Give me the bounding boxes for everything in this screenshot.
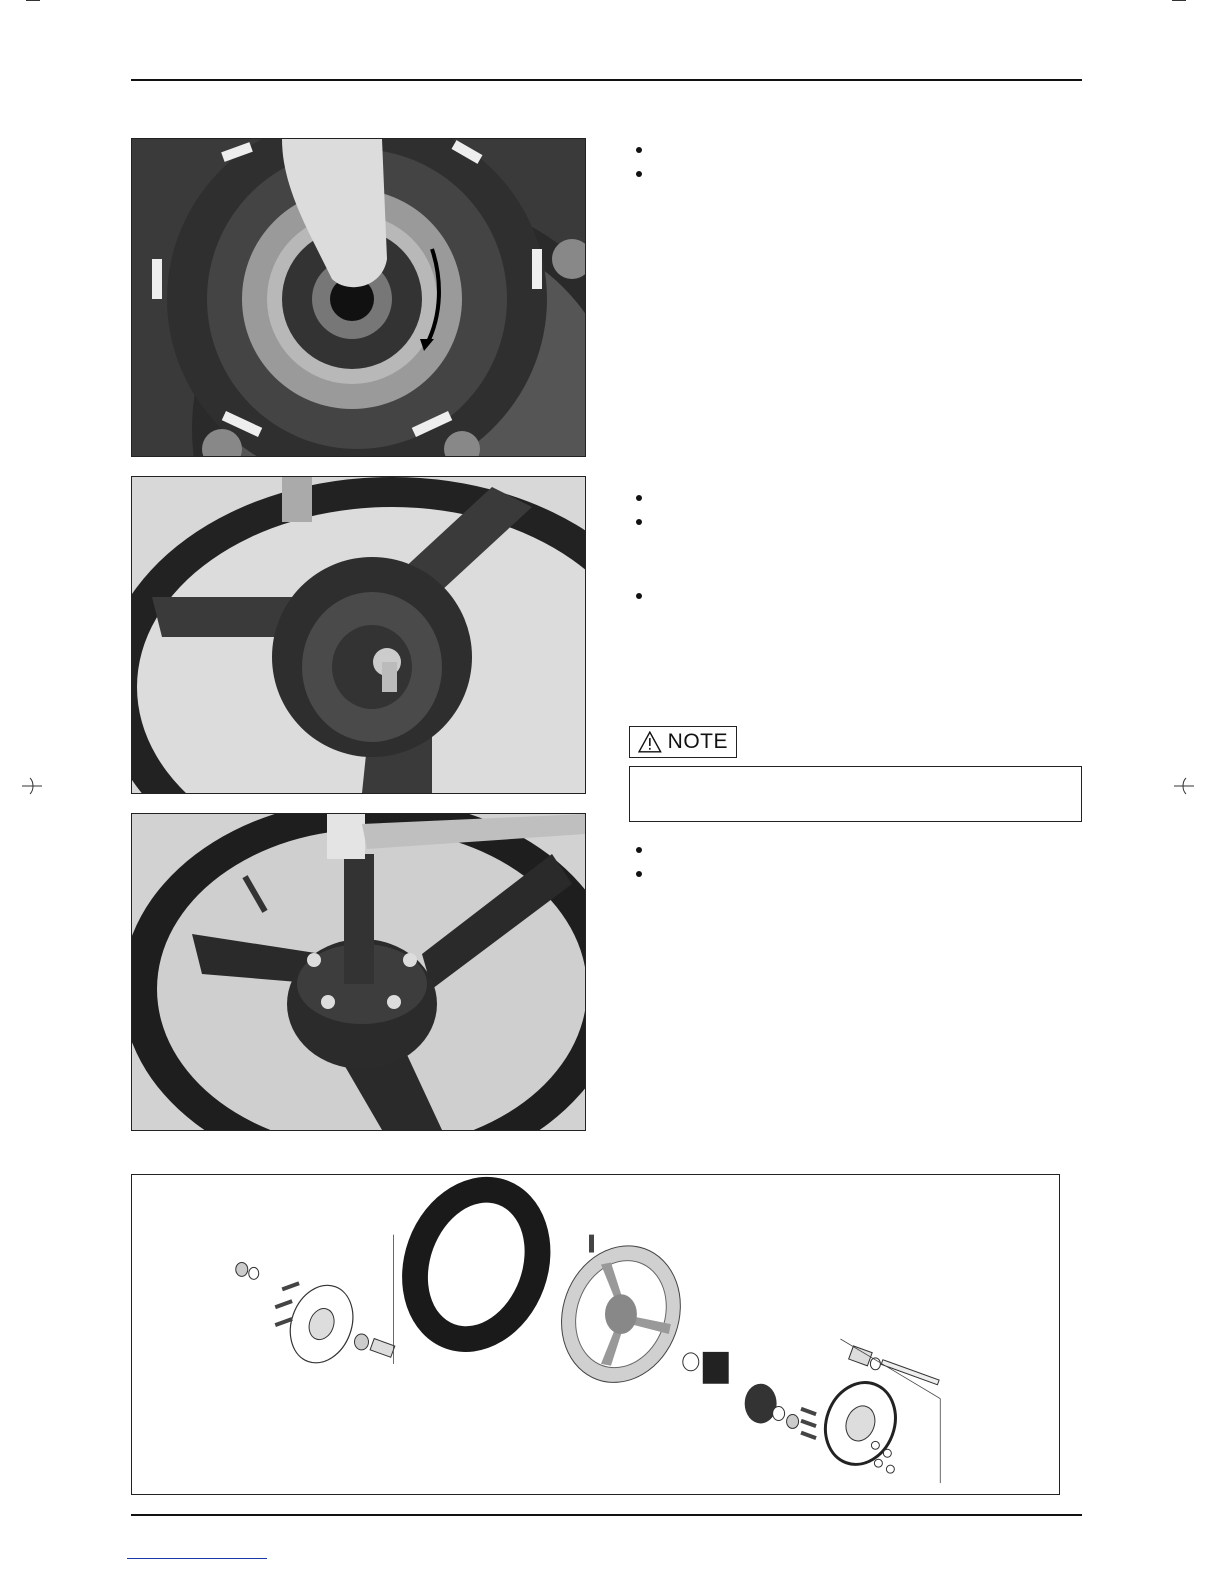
bullet-5 xyxy=(636,593,642,599)
bullet-3 xyxy=(636,495,642,501)
bullet-2 xyxy=(636,171,642,177)
registration-mark-right xyxy=(1172,776,1196,796)
registration-mark-left xyxy=(20,776,44,796)
crop-mark-top-left xyxy=(26,0,40,1)
bullet-6 xyxy=(636,847,642,853)
rear-wheel-exploded-view xyxy=(131,1174,1060,1495)
bullet-1 xyxy=(636,147,642,153)
wheel-bearing-drift-photo xyxy=(131,813,586,1131)
warning-triangle-icon xyxy=(638,731,662,753)
note-label: NOTE xyxy=(667,730,728,753)
header-rule xyxy=(131,79,1082,81)
bearing-rotation-photo xyxy=(131,138,586,457)
note-box xyxy=(629,766,1082,822)
footer-link-underline[interactable] xyxy=(127,1558,267,1559)
footer-rule xyxy=(131,1514,1082,1516)
bullet-7 xyxy=(636,871,642,877)
wheel-hub-spacer-photo xyxy=(131,476,586,794)
crop-mark-top-right xyxy=(1172,0,1186,1)
bullet-4 xyxy=(636,519,642,525)
note-tag xyxy=(629,726,737,758)
